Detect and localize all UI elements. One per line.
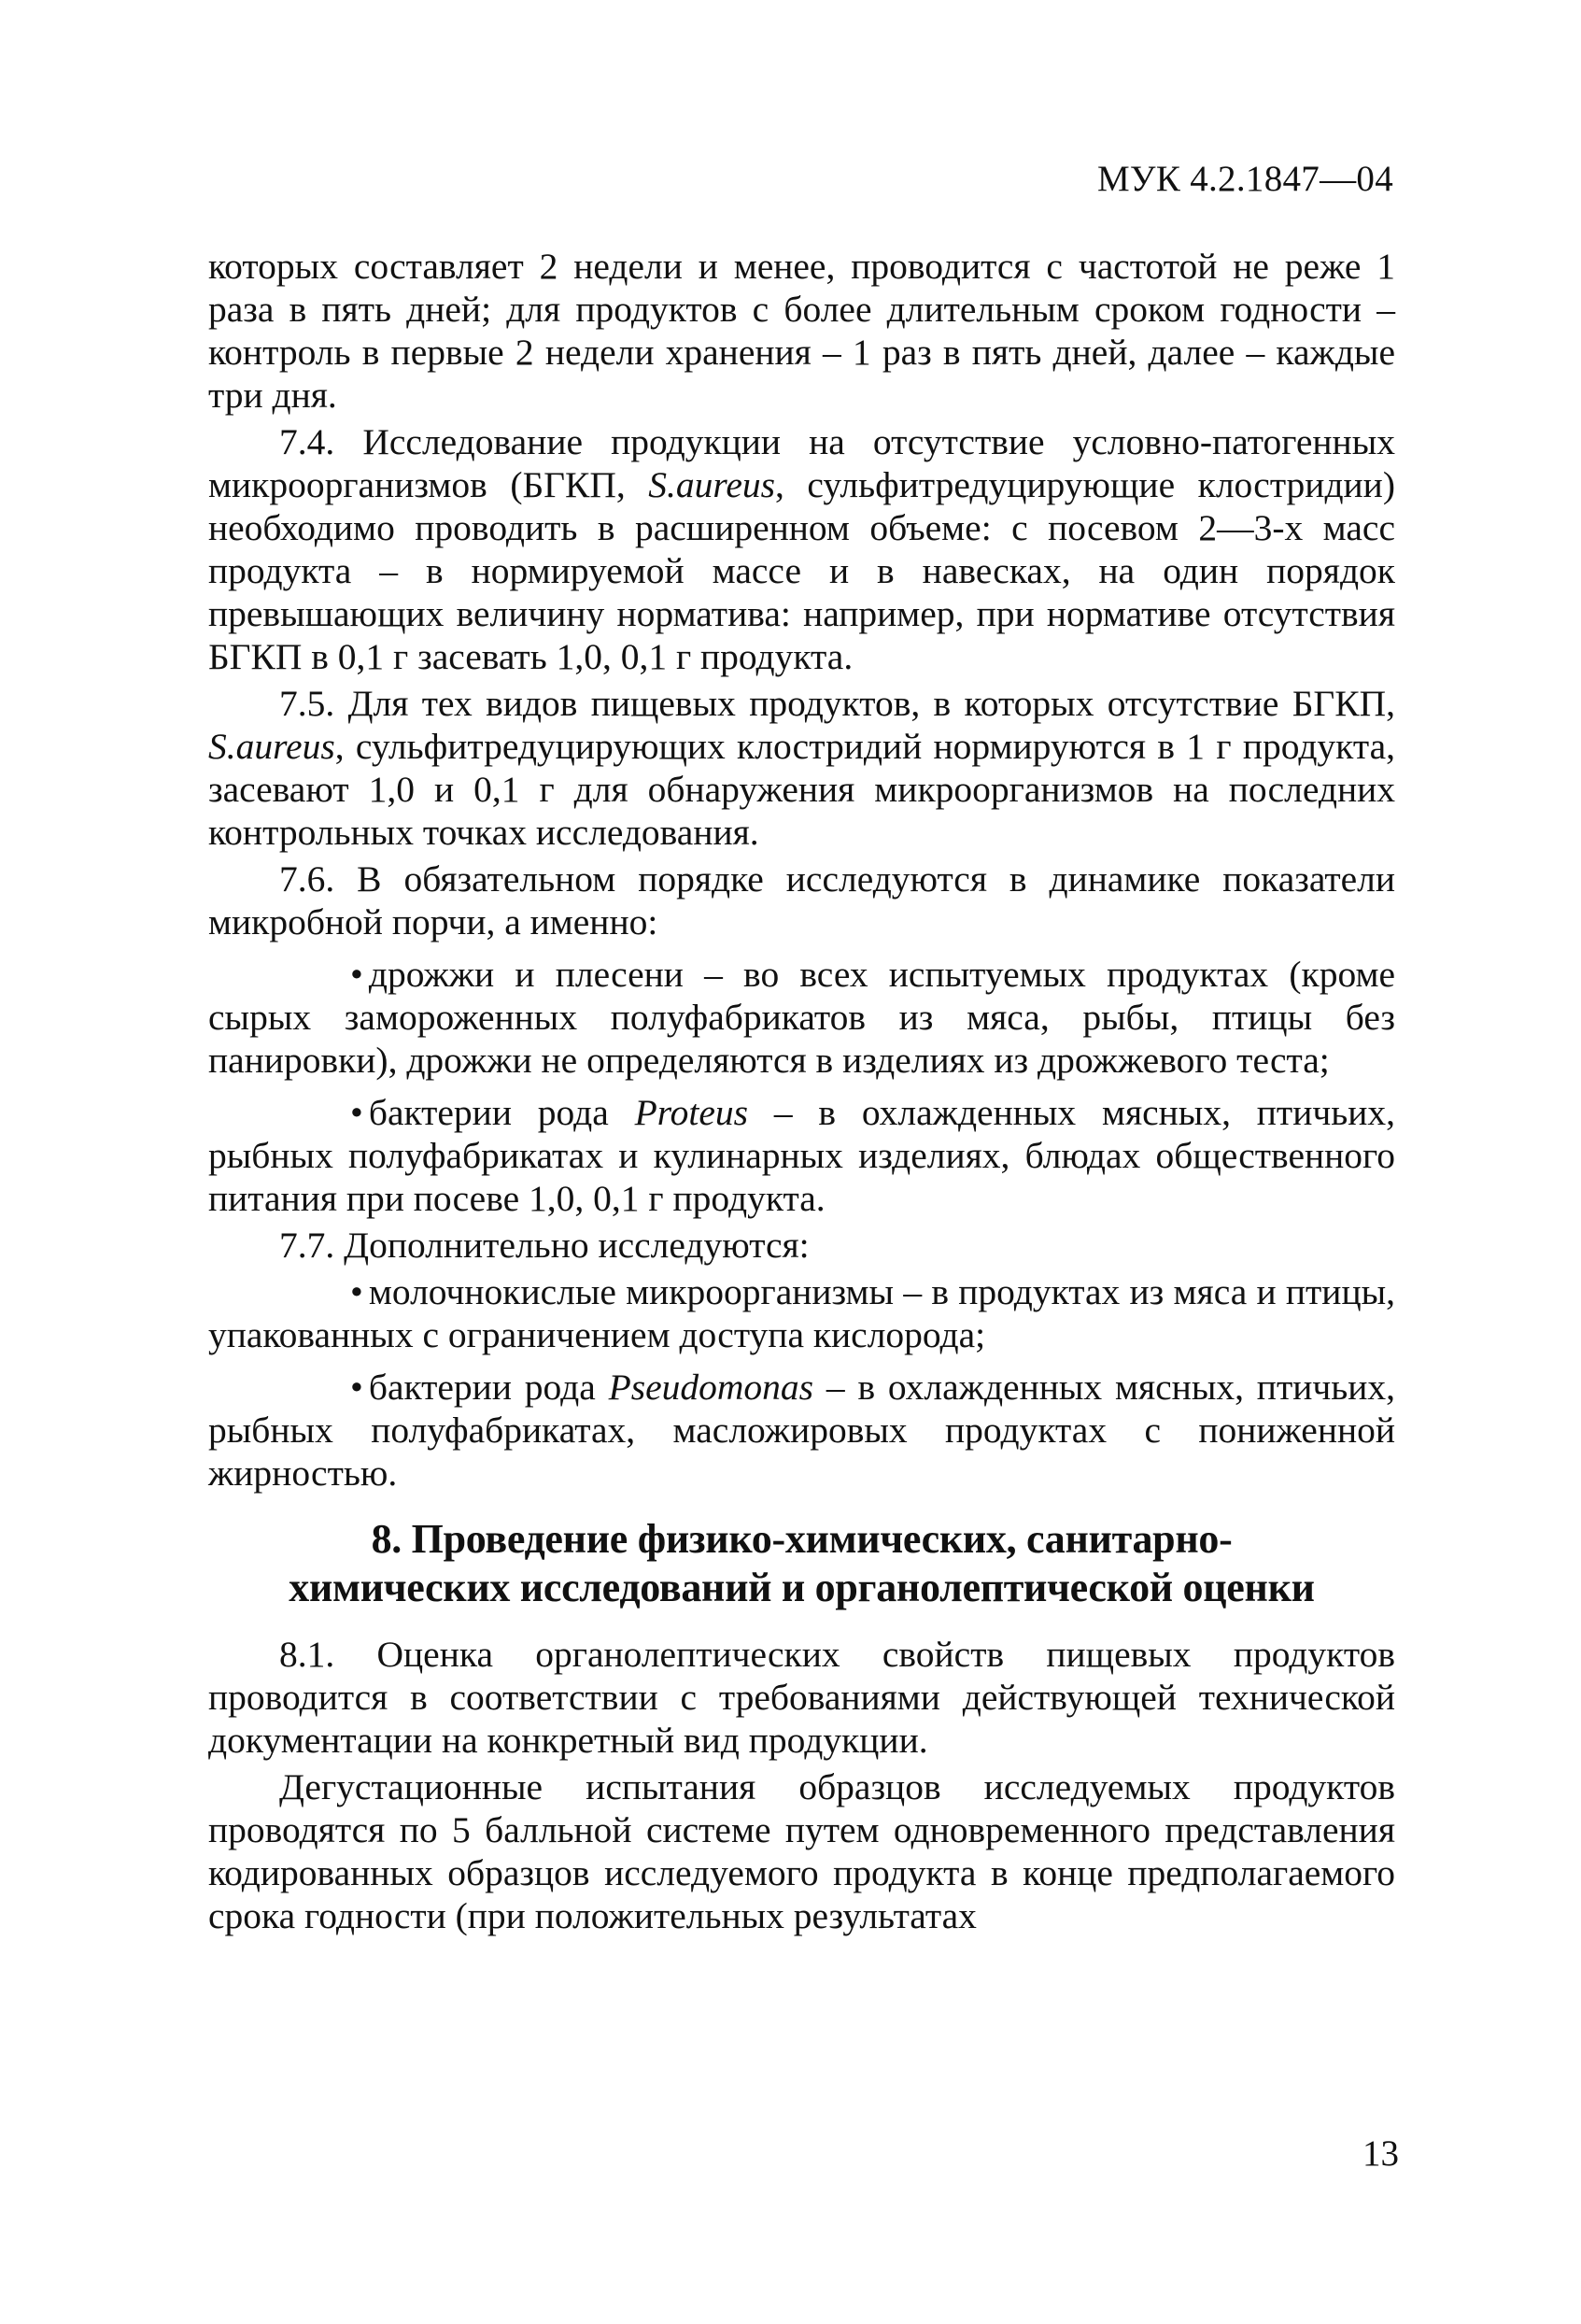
bullet-item [208,1091,1395,1220]
organism-name: Proteus [634,1092,749,1133]
bullet-item [208,1366,1395,1495]
bullet-item [208,953,1395,1082]
bullet-icon: • [350,1367,363,1408]
bullet-icon: • [350,954,363,995]
section-8-heading-line-2: химических исследований и органолептической оценки [289,1565,1315,1610]
bullet-text-b: – в охлажденных мясных, птичьих, рыбных полуфабрикатах, масложировых продуктах с пониженной жирностью. [208,1367,1395,1494]
bullet-icon: • [350,1271,363,1312]
organism-name: S.aureus [648,464,775,505]
paragraph-7-5 [208,682,1395,854]
paragraph-7-4-text-a: 7.4. Исследование продукции на отсутствие условно-патогенных микроорганизмов (БГКП, [208,421,1395,505]
paragraph-8-1: 8.1. Оценка органолептических свойств пищевых продуктов проводится в соответствии с требованиями действующей технической документации на конкретный вид продукции. [208,1634,1395,1761]
paragraph-7-4-text-b: , сульфитредуцирующие клостридии) необходимо проводить в расширенном объеме: с посевом 2—3-х масс продукта – в нормируемой массе и в навесках, на один порядок превышающих величину норматива: например, при нормативе отсутствия БГКП в 0,1 г засевать 1,0, 0,1 г продукта. [208,464,1395,677]
organism-name: S.aureus [208,726,335,767]
section-8-heading-line-1: 8. Проведение физико-химических, санитарно- [371,1516,1233,1562]
page-number: 13 [1362,2133,1399,2174]
paragraph-7-5-text-a: 7.5. Для тех видов пищевых продуктов, в которых отсутствие БГКП, [279,683,1395,724]
page-body [208,245,1395,1941]
bullet-text-a: бактерии рода [368,1092,635,1133]
paragraph-7-5-text-b: , сульфитредуцирующих клостридий нормируются в 1 г продукта, засевают 1,0 и 0,1 г для обнаружения микроорганизмов на последних контрольных точках исследования. [208,726,1395,853]
bullet-text-b: – в охлажденных мясных, птичьих, рыбных полуфабрикатах и кулинарных изделиях, блюдах общественного питания при посеве 1,0, 0,1 г продукта. [208,1092,1395,1219]
paragraph-7-4 [208,420,1395,678]
paragraph-tasting: Дегустационные испытания образцов исследуемых продуктов проводятся по 5 балльной системе путем одновременного представления кодированных образцов исследуемого продукта в конце предполагаемого срока годности (при положительных результатах [208,1766,1395,1936]
bullet-text: дрожжи и плесени – во всех испытуемых продуктах (кроме сырых замороженных полуфабрикатов из мяса, рыбы, птицы без панировки), дрожжи не определяются в изделиях из дрожжевого теста; [208,954,1395,1081]
paragraph-continuation: которых составляет 2 недели и менее, проводится с частотой не реже 1 раза в пять дней; для продуктов с более длительным сроком годности – контроль в первые 2 недели хранения – 1 раз в пять дней, далее – каждые три дня. [208,246,1395,416]
bullet-text: молочнокислые микроорганизмы – в продуктах из мяса и птицы, упакованных с ограничением доступа кислорода; [208,1271,1395,1355]
document-code-header: МУК 4.2.1847—04 [1096,159,1393,199]
section-8-heading [208,1515,1395,1612]
paragraph-7-6: 7.6. В обязательном порядке исследуются в динамике показатели микробной порчи, а именно: [208,858,1395,942]
bullet-text-a: бактерии рода [368,1367,609,1408]
bullet-icon: • [350,1092,363,1133]
organism-name: Pseudomonas [608,1367,814,1408]
paragraph-7-7: 7.7. Дополнительно исследуются: [279,1225,810,1266]
bullet-item [208,1270,1395,1356]
